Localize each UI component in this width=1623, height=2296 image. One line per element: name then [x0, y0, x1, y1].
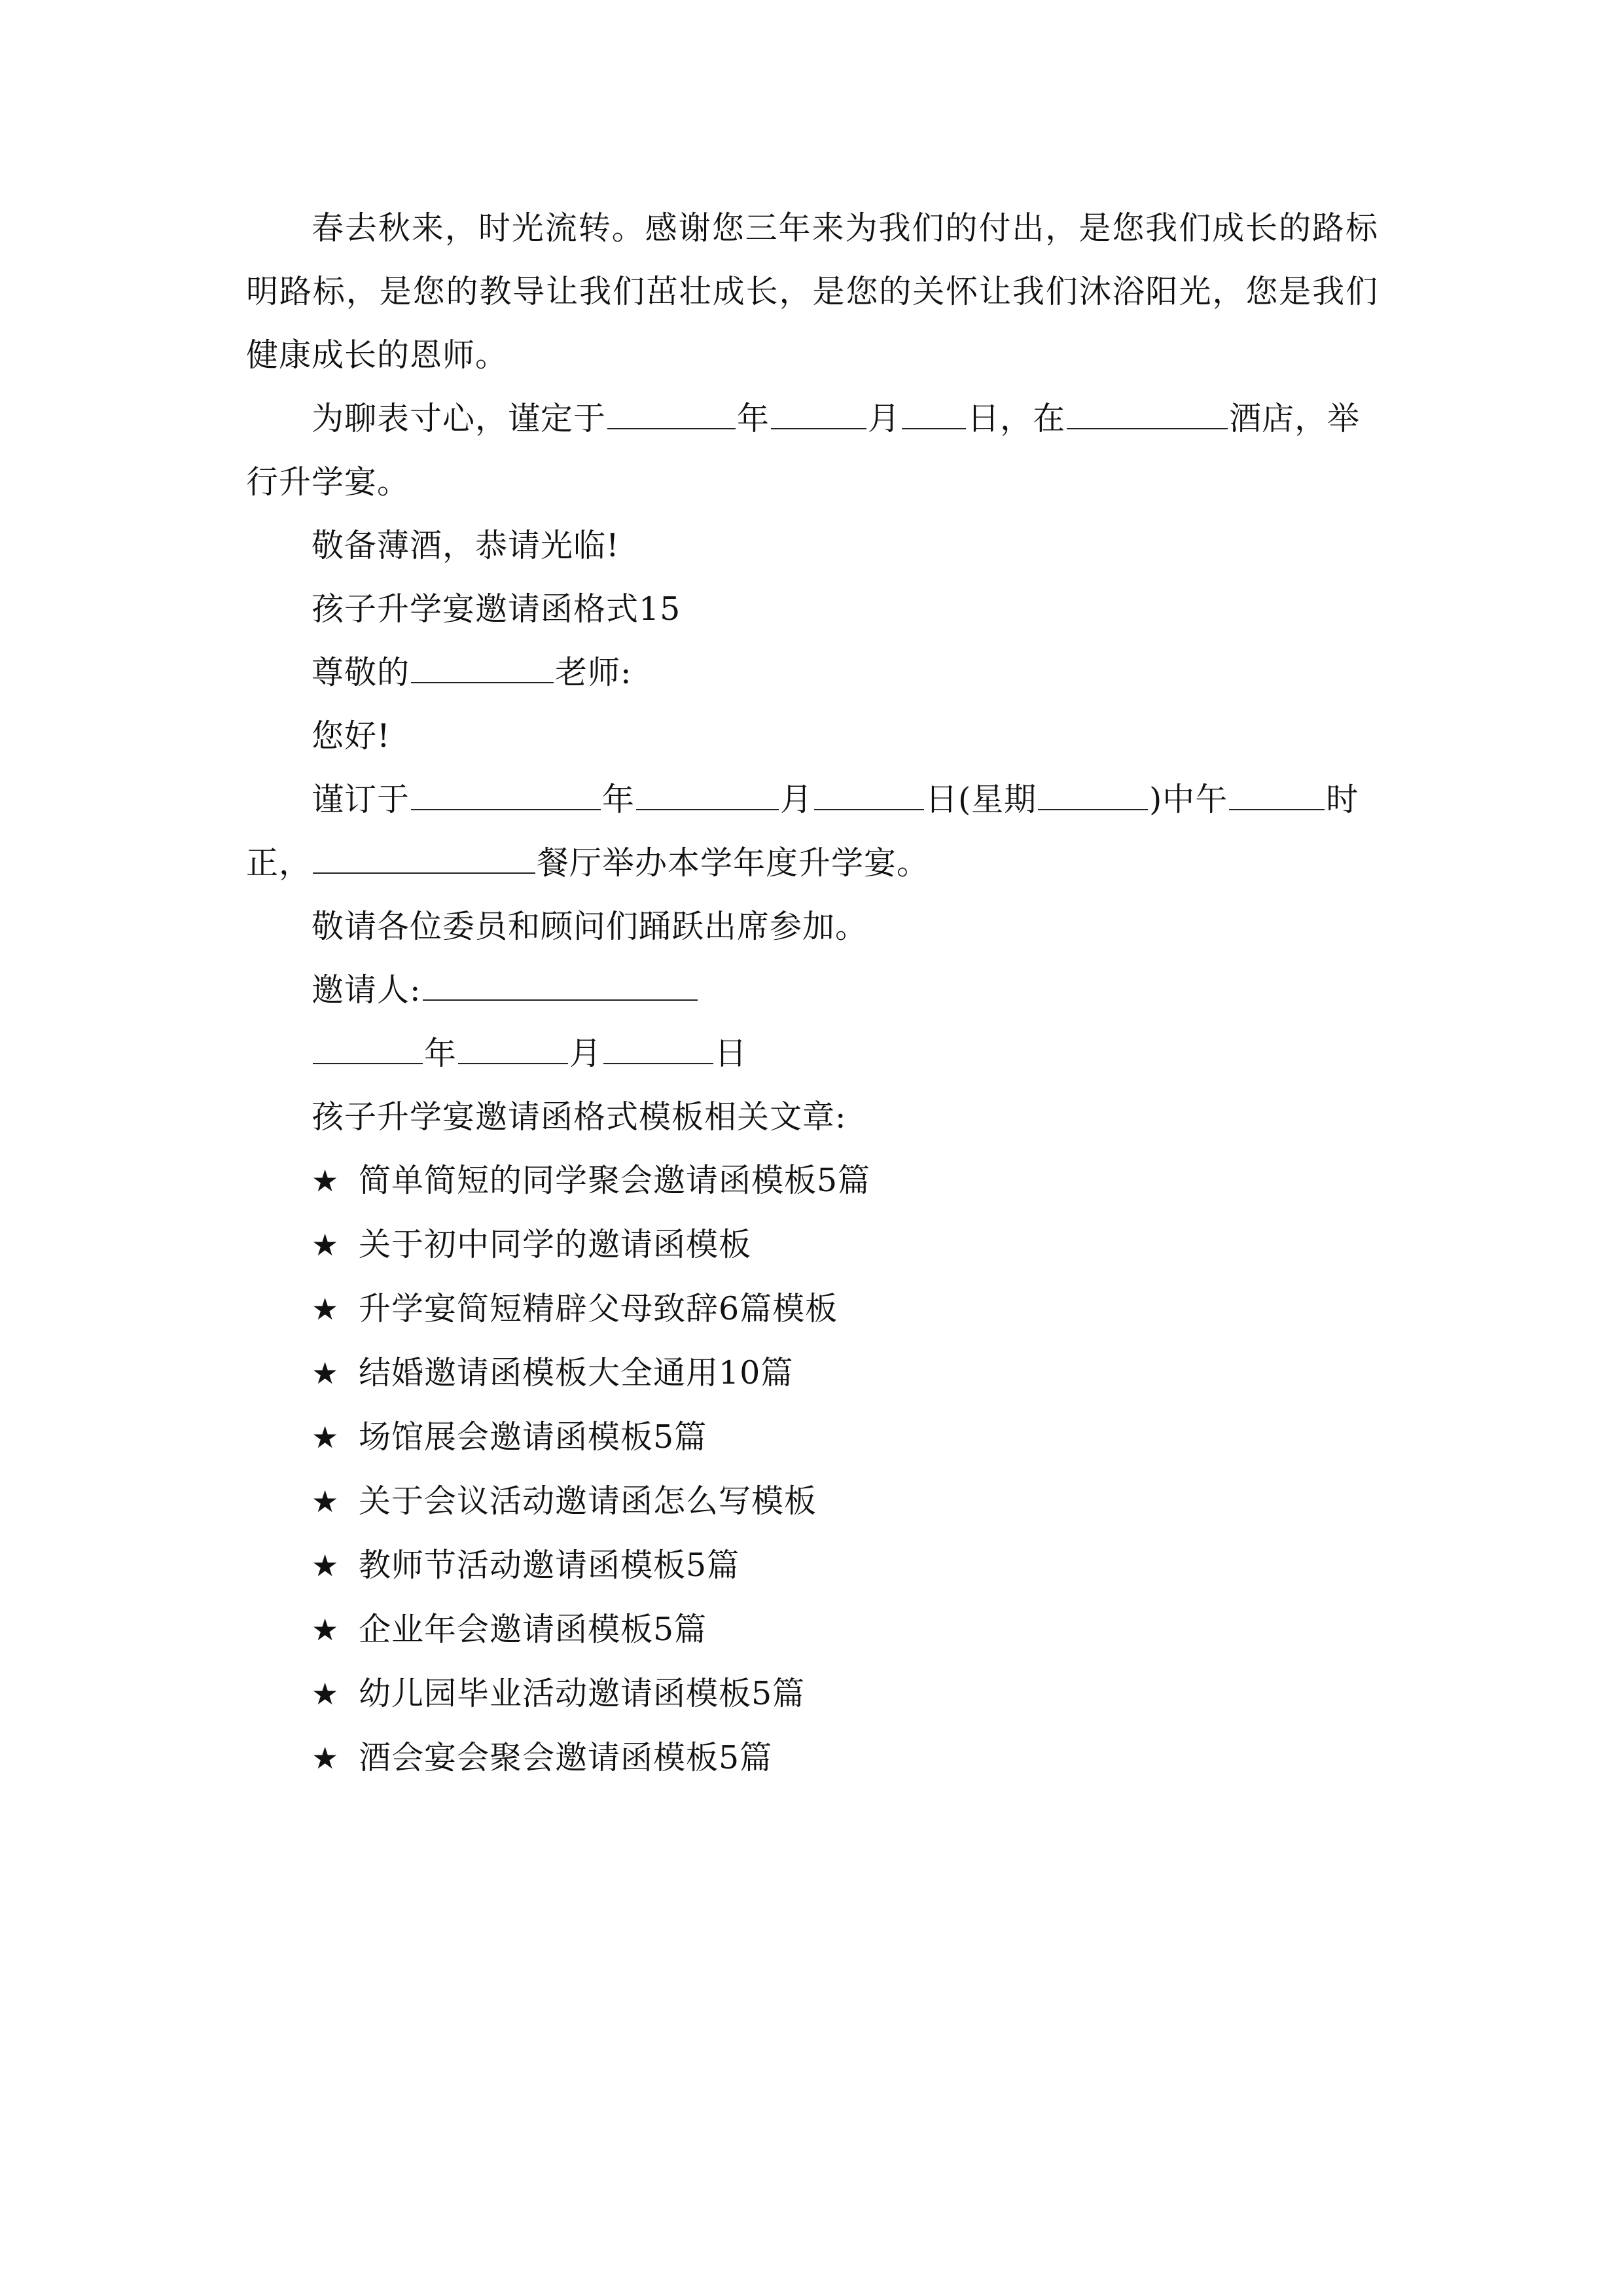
- text-segment: 月: [780, 781, 813, 818]
- date-line: [246, 1022, 1378, 1085]
- text-segment: 月: [569, 1035, 603, 1072]
- paragraph-continuation: 行升学宴。: [246, 463, 410, 501]
- salutation: [246, 641, 1378, 704]
- blank-year-field[interactable]: [411, 776, 601, 810]
- text-segment: 年: [602, 781, 635, 818]
- blank-month-field[interactable]: [636, 776, 779, 810]
- text-segment: 餐厅举办本学年度升学宴。: [537, 844, 930, 882]
- text-segment: 年: [424, 1035, 457, 1072]
- text-segment: 正，: [246, 844, 312, 882]
- star-icon: ★: [312, 1484, 340, 1519]
- text-segment: 月: [868, 400, 901, 437]
- blank-hotel-field[interactable]: [1067, 395, 1228, 429]
- text-segment: 时: [1326, 781, 1359, 818]
- star-icon: ★: [312, 1355, 340, 1391]
- list-item[interactable]: [246, 1213, 1378, 1277]
- text-segment: 老师:: [555, 654, 632, 691]
- list-item[interactable]: [246, 1277, 1378, 1341]
- blank-day-field[interactable]: [814, 776, 924, 810]
- list-item[interactable]: [246, 1469, 1378, 1534]
- paragraph-request: 敬请各位委员和顾问们踊跃出席参加。: [312, 908, 868, 945]
- greeting: 您好!: [312, 717, 391, 755]
- related-link[interactable]: 幼儿园毕业活动邀请函模板5篇: [359, 1675, 806, 1712]
- text-segment: 谨订于: [312, 781, 410, 818]
- text-segment: 日，在: [967, 400, 1066, 437]
- related-link[interactable]: 场馆展会邀请函模板5篇: [359, 1418, 707, 1456]
- blank-year-field[interactable]: [607, 395, 736, 429]
- list-item[interactable]: [246, 1405, 1378, 1469]
- blank-inviter-field[interactable]: [423, 967, 698, 1001]
- list-item[interactable]: [246, 1598, 1378, 1662]
- star-icon: ★: [312, 1548, 340, 1583]
- blank-month-field[interactable]: [771, 395, 866, 429]
- star-icon: ★: [312, 1291, 340, 1327]
- text-segment: 年: [737, 400, 770, 437]
- related-link[interactable]: 结婚邀请函模板大全通用10篇: [359, 1354, 794, 1391]
- list-item[interactable]: [246, 1726, 1378, 1790]
- related-link[interactable]: 企业年会邀请函模板5篇: [359, 1611, 707, 1648]
- text-segment: 为聊表寸心，谨定于: [312, 400, 607, 437]
- text-segment: 日: [715, 1035, 748, 1072]
- list-item[interactable]: [246, 1149, 1378, 1213]
- blank-weekday-field[interactable]: [1038, 776, 1148, 810]
- paragraph-continuation: [246, 831, 1378, 895]
- related-link[interactable]: 简单简短的同学聚会邀请函模板5篇: [359, 1162, 871, 1199]
- star-icon: ★: [312, 1420, 340, 1455]
- text-segment: 酒店，举: [1229, 400, 1361, 437]
- star-icon: ★: [312, 1612, 340, 1647]
- text-segment: )中午: [1149, 781, 1228, 818]
- star-icon: ★: [312, 1163, 340, 1198]
- paragraph-schedule: [246, 768, 1378, 831]
- document-body: [246, 196, 1378, 1790]
- list-item[interactable]: [246, 1662, 1378, 1726]
- blank-year-field[interactable]: [313, 1030, 423, 1064]
- list-item[interactable]: [246, 1341, 1378, 1405]
- blank-hour-field[interactable]: [1229, 776, 1325, 810]
- blank-day-field[interactable]: [603, 1030, 713, 1064]
- related-link[interactable]: 升学宴简短精辟父母致辞6篇模板: [359, 1290, 838, 1327]
- related-articles-title: 孩子升学宴邀请函格式模板相关文章:: [312, 1098, 847, 1136]
- paragraph-thanks: 春去秋来，时光流转。感谢您三年来为我们的付出，是您我们成长的路标明路标，是您的教导让我们茁壮成长，是您的关怀让我们沐浴阳光，您是我们健康成长的恩师。: [246, 209, 1378, 374]
- related-link[interactable]: 关于初中同学的邀请函模板: [359, 1226, 752, 1263]
- section-heading: 孩子升学宴邀请函格式15: [312, 590, 681, 628]
- inviter-line: [246, 958, 1378, 1022]
- related-link[interactable]: 关于会议活动邀请函怎么写模板: [359, 1482, 817, 1520]
- blank-restaurant-field[interactable]: [313, 840, 535, 874]
- blank-day-field[interactable]: [902, 395, 966, 429]
- list-item[interactable]: [246, 1534, 1378, 1598]
- paragraph-invitation-date: [246, 387, 1378, 450]
- text-segment: 日(星期: [925, 781, 1037, 818]
- related-articles-list: [246, 1149, 1378, 1790]
- related-link[interactable]: 酒会宴会聚会邀请函模板5篇: [359, 1739, 773, 1776]
- star-icon: ★: [312, 1740, 340, 1776]
- text-segment: 邀请人:: [312, 971, 421, 1009]
- blank-teacher-name-field[interactable]: [411, 649, 554, 683]
- related-link[interactable]: 教师节活动邀请函模板5篇: [359, 1547, 740, 1584]
- text-segment: 尊敬的: [312, 654, 410, 691]
- star-icon: ★: [312, 1676, 340, 1712]
- paragraph-closing: 敬备薄酒，恭请光临!: [312, 527, 620, 564]
- star-icon: ★: [312, 1227, 340, 1263]
- blank-month-field[interactable]: [458, 1030, 568, 1064]
